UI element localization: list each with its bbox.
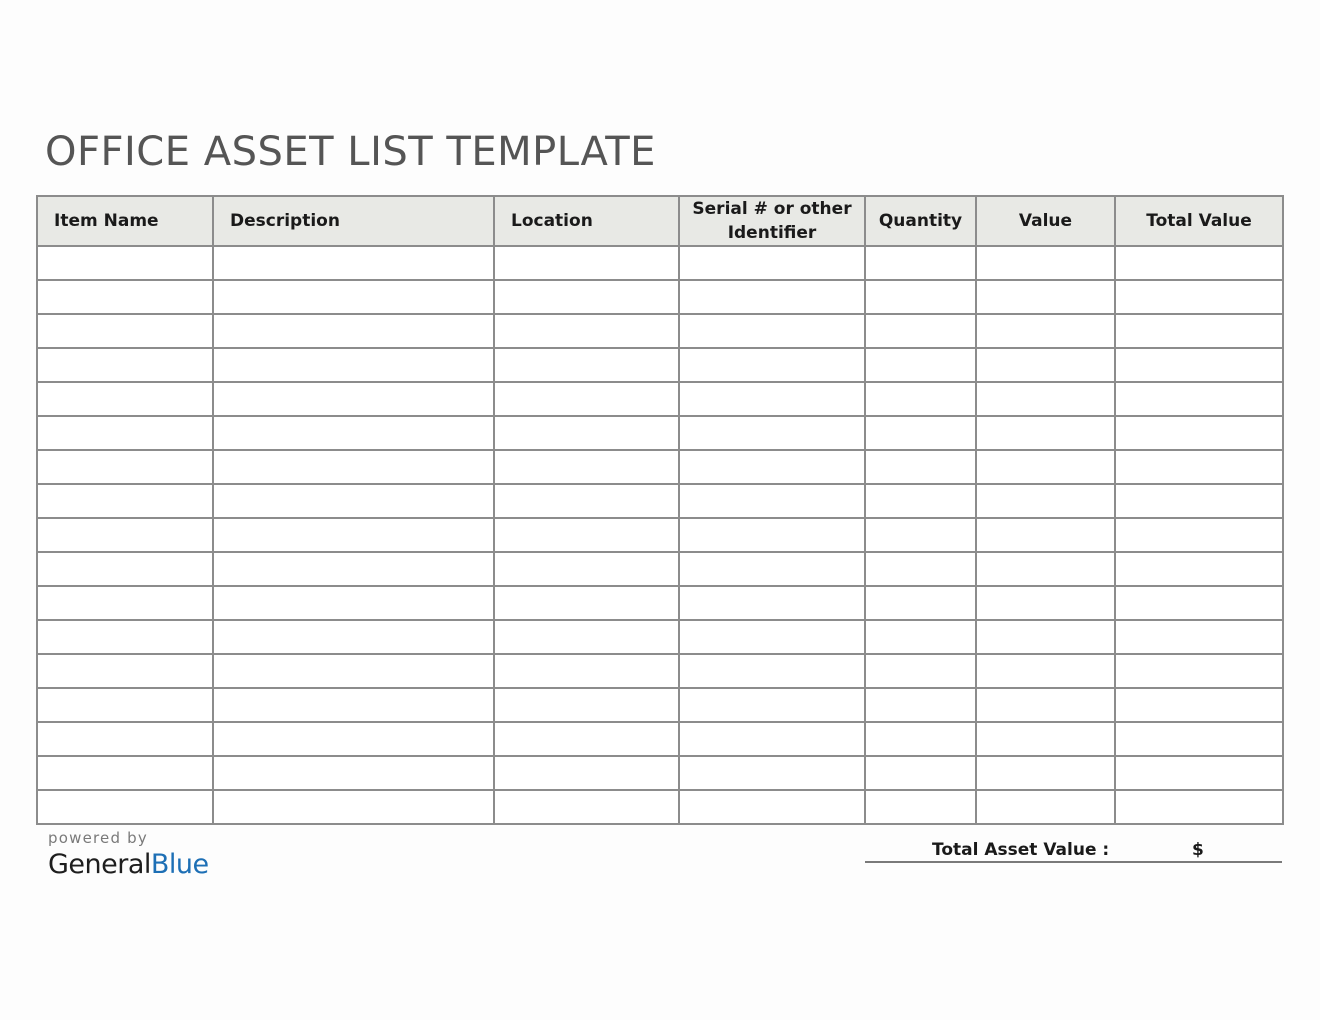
table-cell[interactable]	[494, 722, 679, 756]
table-row	[37, 246, 1283, 280]
table-cell[interactable]	[213, 280, 494, 314]
table-cell[interactable]	[494, 246, 679, 280]
table-cell[interactable]	[37, 790, 213, 824]
table-cell[interactable]	[1115, 416, 1283, 450]
table-row	[37, 416, 1283, 450]
table-cell[interactable]	[213, 314, 494, 348]
table-cell[interactable]	[37, 382, 213, 416]
table-row	[37, 586, 1283, 620]
table-cell[interactable]	[494, 348, 679, 382]
table-cell[interactable]	[976, 688, 1115, 722]
table-row	[37, 280, 1283, 314]
table-cell[interactable]	[976, 722, 1115, 756]
table-cell[interactable]	[213, 518, 494, 552]
table-cell[interactable]	[494, 756, 679, 790]
powered-by-text: powered by	[48, 829, 148, 847]
column-header-value: Value	[976, 196, 1115, 246]
table-cell[interactable]	[976, 790, 1115, 824]
table-cell[interactable]	[679, 280, 865, 314]
brand-name-general: General	[48, 849, 151, 880]
table-cell[interactable]	[679, 314, 865, 348]
table-cell[interactable]	[1115, 688, 1283, 722]
table-cell[interactable]	[494, 484, 679, 518]
table-cell[interactable]	[1115, 450, 1283, 484]
table-cell[interactable]	[976, 450, 1115, 484]
table-cell[interactable]	[37, 416, 213, 450]
table-row	[37, 552, 1283, 586]
table-cell[interactable]	[679, 654, 865, 688]
table-cell[interactable]	[1115, 790, 1283, 824]
column-header-location: Location	[494, 196, 679, 246]
table-cell[interactable]	[1115, 246, 1283, 280]
table-cell[interactable]	[865, 790, 976, 824]
table-cell[interactable]	[213, 552, 494, 586]
brand-block	[48, 828, 209, 882]
table-cell[interactable]	[679, 450, 865, 484]
table-cell[interactable]	[494, 280, 679, 314]
table-row	[37, 722, 1283, 756]
table-cell[interactable]	[865, 688, 976, 722]
table-cell[interactable]	[494, 382, 679, 416]
table-cell[interactable]	[37, 654, 213, 688]
table-row	[37, 688, 1283, 722]
table-cell[interactable]	[37, 450, 213, 484]
table-cell[interactable]	[37, 688, 213, 722]
table-cell[interactable]	[1115, 756, 1283, 790]
table-cell[interactable]	[213, 348, 494, 382]
table-cell[interactable]	[976, 620, 1115, 654]
table-cell[interactable]	[865, 620, 976, 654]
table-row	[37, 348, 1283, 382]
table-cell[interactable]	[37, 484, 213, 518]
table-cell[interactable]	[976, 348, 1115, 382]
table-cell[interactable]	[37, 314, 213, 348]
column-header-quantity: Quantity	[865, 196, 976, 246]
table-cell[interactable]	[865, 518, 976, 552]
table-cell[interactable]	[213, 620, 494, 654]
table-cell[interactable]	[976, 654, 1115, 688]
table-cell[interactable]	[865, 552, 976, 586]
table-cell[interactable]	[37, 518, 213, 552]
table-row	[37, 382, 1283, 416]
table-cell[interactable]	[494, 586, 679, 620]
table-cell[interactable]	[494, 552, 679, 586]
table-cell[interactable]	[976, 586, 1115, 620]
table-cell[interactable]	[213, 416, 494, 450]
table-cell[interactable]	[865, 348, 976, 382]
table-cell[interactable]	[976, 382, 1115, 416]
table-cell[interactable]	[494, 654, 679, 688]
table-cell[interactable]	[213, 688, 494, 722]
table-cell[interactable]	[865, 484, 976, 518]
table-cell[interactable]	[494, 790, 679, 824]
total-asset-value-row	[865, 836, 1282, 863]
table-cell[interactable]	[865, 450, 976, 484]
table-cell[interactable]	[494, 688, 679, 722]
table-cell[interactable]	[865, 756, 976, 790]
table-header-row	[37, 196, 1283, 246]
table-cell[interactable]	[213, 382, 494, 416]
table-cell[interactable]	[494, 450, 679, 484]
column-header-total-value: Total Value	[1115, 196, 1283, 246]
table-row	[37, 450, 1283, 484]
table-cell[interactable]	[1115, 552, 1283, 586]
table-cell[interactable]	[213, 654, 494, 688]
table-cell[interactable]	[213, 484, 494, 518]
column-header-item-name: Item Name	[37, 196, 213, 246]
table-row	[37, 314, 1283, 348]
table-cell[interactable]	[679, 756, 865, 790]
table-row	[37, 756, 1283, 790]
table-cell[interactable]	[1115, 314, 1283, 348]
table-cell[interactable]	[976, 756, 1115, 790]
table-cell[interactable]	[37, 348, 213, 382]
column-header-serial: Serial # or other Identifier	[679, 196, 865, 246]
table-cell[interactable]	[679, 722, 865, 756]
brand-name-blue: Blue	[150, 849, 209, 880]
table-cell[interactable]	[679, 790, 865, 824]
table-cell[interactable]	[37, 756, 213, 790]
table-cell[interactable]	[213, 586, 494, 620]
table-cell[interactable]	[1115, 586, 1283, 620]
table-cell[interactable]	[1115, 620, 1283, 654]
table-cell[interactable]	[976, 280, 1115, 314]
table-row	[37, 484, 1283, 518]
table-cell[interactable]	[865, 314, 976, 348]
table-cell[interactable]	[976, 484, 1115, 518]
table-cell[interactable]	[494, 518, 679, 552]
table-cell[interactable]	[679, 586, 865, 620]
asset-table	[36, 195, 1284, 825]
table-body	[37, 246, 1283, 824]
table-cell[interactable]	[679, 416, 865, 450]
table-cell[interactable]	[865, 246, 976, 280]
table-row	[37, 518, 1283, 552]
table-cell[interactable]	[865, 280, 976, 314]
table-cell[interactable]	[976, 518, 1115, 552]
table-cell[interactable]	[679, 688, 865, 722]
table-cell[interactable]	[213, 756, 494, 790]
table-cell[interactable]	[976, 314, 1115, 348]
table-cell[interactable]	[213, 790, 494, 824]
table-cell[interactable]	[494, 416, 679, 450]
general-blue-logo[interactable]	[48, 848, 209, 882]
table-cell[interactable]	[679, 552, 865, 586]
column-header-description: Description	[213, 196, 494, 246]
table-row	[37, 620, 1283, 654]
table-cell[interactable]	[679, 246, 865, 280]
table-cell[interactable]	[976, 416, 1115, 450]
total-asset-value-label: Total Asset Value :	[932, 840, 1110, 860]
table-cell[interactable]	[1115, 348, 1283, 382]
table-cell[interactable]	[37, 246, 213, 280]
table-cell[interactable]	[213, 450, 494, 484]
table-cell[interactable]	[1115, 484, 1283, 518]
table-cell[interactable]	[865, 382, 976, 416]
table-cell[interactable]	[865, 586, 976, 620]
table-cell[interactable]	[1115, 518, 1283, 552]
table-row	[37, 790, 1283, 824]
table-row	[37, 654, 1283, 688]
page-title: OFFICE ASSET LIST TEMPLATE	[45, 129, 656, 175]
table-cell[interactable]	[37, 722, 213, 756]
table-cell[interactable]	[37, 280, 213, 314]
table-cell[interactable]	[679, 518, 865, 552]
table-cell[interactable]	[213, 246, 494, 280]
table-cell[interactable]	[494, 314, 679, 348]
table-cell[interactable]	[37, 586, 213, 620]
table-cell[interactable]	[865, 416, 976, 450]
table-cell[interactable]	[494, 620, 679, 654]
table-cell[interactable]	[213, 722, 494, 756]
table-cell[interactable]	[37, 620, 213, 654]
table-cell[interactable]	[1115, 382, 1283, 416]
table-cell[interactable]	[679, 620, 865, 654]
currency-symbol: $	[1192, 840, 1204, 860]
table-cell[interactable]	[865, 654, 976, 688]
table-cell[interactable]	[37, 552, 213, 586]
table-cell[interactable]	[976, 552, 1115, 586]
table-cell[interactable]	[679, 348, 865, 382]
table-cell[interactable]	[1115, 654, 1283, 688]
table-cell[interactable]	[679, 484, 865, 518]
table-cell[interactable]	[1115, 280, 1283, 314]
table-cell[interactable]	[679, 382, 865, 416]
table-cell[interactable]	[1115, 722, 1283, 756]
table-cell[interactable]	[976, 246, 1115, 280]
table-cell[interactable]	[865, 722, 976, 756]
